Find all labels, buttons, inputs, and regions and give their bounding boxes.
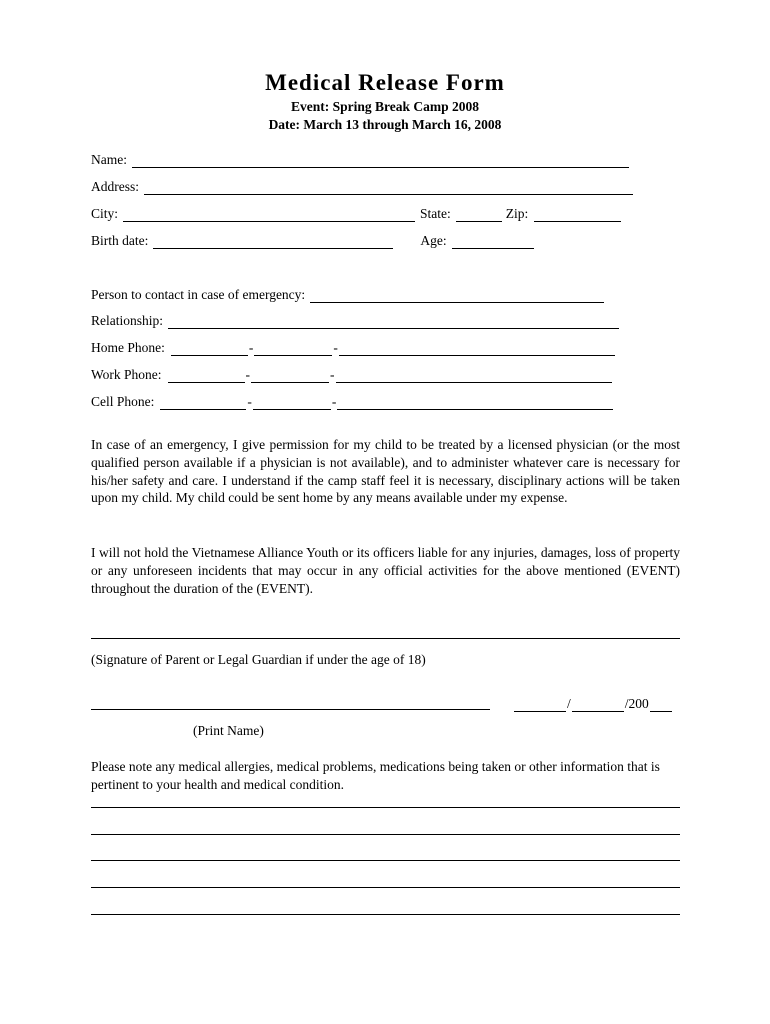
cell-phone-row	[91, 392, 614, 410]
home-phone-row	[91, 338, 616, 356]
home-phone-number[interactable]	[339, 341, 615, 356]
signature-line[interactable]	[91, 638, 680, 639]
cell-phone-area[interactable]	[160, 395, 246, 410]
relationship-label: Relationship:	[91, 313, 163, 328]
zip-field[interactable]	[534, 207, 621, 222]
event-line: Event: Spring Break Camp 2008	[290, 99, 480, 114]
date-month-field[interactable]	[514, 697, 566, 712]
address-label: Address:	[91, 179, 139, 194]
consent-paragraph-1: In case of an emergency, I give permission for my child to be treated by a licensed physician (or the most qualified person available if a physician is not available), and to administer whatever care is necessary for his/her safety and care. I understand if the camp staff feel it is necessary, disciplinary actions will be taken upon my child. My child could be sent home by any means available under my expense.	[91, 437, 680, 506]
form-title: Medical Release Form	[265, 70, 505, 95]
work-phone-dash: -	[330, 367, 335, 382]
name-label: Name:	[91, 152, 127, 167]
age-label: Age:	[420, 233, 447, 248]
home-phone-dash: -	[248, 340, 254, 355]
emergency-contact-row	[91, 285, 605, 303]
date-year-field[interactable]	[650, 697, 672, 712]
home-phone-dash: -	[333, 340, 338, 355]
cell-phone-number[interactable]	[337, 395, 613, 410]
birth-row	[91, 231, 535, 249]
city-label: City:	[91, 206, 119, 221]
medical-note: Please note any medical allergies, medical problems, medications being taken or other information that is pertinent to your health and medical condition.	[91, 759, 660, 792]
home-phone-label: Home Phone:	[91, 340, 165, 355]
home-phone-area[interactable]	[171, 341, 248, 356]
work-phone-prefix[interactable]	[251, 368, 329, 383]
print-name-line[interactable]	[91, 709, 490, 710]
date-line: Date: March 13 through March 16, 2008	[268, 117, 502, 132]
consent-paragraph-2: I will not hold the Vietnamese Alliance Youth or its officers liable for any injuries, damages, loss of property or any unforeseen incidents that may occur in any official activities for the above mentioned (EVENT) throughout the duration of the (EVENT).	[91, 545, 680, 596]
work-phone-number[interactable]	[336, 368, 612, 383]
work-phone-label: Work Phone:	[91, 367, 162, 382]
date-year-prefix: /200	[624, 696, 649, 711]
medical-line[interactable]	[91, 860, 680, 861]
medical-line[interactable]	[91, 834, 680, 835]
signature-caption: (Signature of Parent or Legal Guardian if under the age of 18)	[91, 652, 426, 667]
work-phone-row	[91, 365, 613, 383]
cell-phone-prefix[interactable]	[253, 395, 331, 410]
relationship-field[interactable]	[168, 314, 619, 329]
city-field[interactable]	[123, 207, 415, 222]
medical-line[interactable]	[91, 914, 680, 915]
emergency-contact-label: Person to contact in case of emergency:	[91, 287, 306, 302]
cell-phone-dash: -	[331, 394, 337, 409]
address-field[interactable]	[144, 180, 633, 195]
zip-label: Zip:	[505, 206, 529, 221]
state-label: State:	[420, 206, 451, 221]
state-field[interactable]	[456, 207, 502, 222]
address-row	[91, 177, 634, 195]
work-phone-dash: -	[245, 367, 251, 382]
cell-phone-dash: -	[247, 394, 252, 409]
relationship-row	[91, 311, 620, 329]
medical-line[interactable]	[91, 807, 680, 808]
medical-line[interactable]	[91, 887, 680, 888]
cell-phone-label: Cell Phone:	[91, 394, 155, 409]
work-phone-area[interactable]	[168, 368, 245, 383]
birth-field[interactable]	[153, 234, 393, 249]
name-field[interactable]	[132, 153, 629, 168]
age-field[interactable]	[452, 234, 534, 249]
city-row	[91, 204, 622, 222]
name-row	[91, 150, 630, 168]
date-day-field[interactable]	[572, 697, 624, 712]
birth-label: Birth date:	[91, 233, 149, 248]
print-name-caption: (Print Name)	[193, 723, 264, 738]
sign-date-row	[513, 694, 673, 712]
emergency-contact-field[interactable]	[310, 288, 604, 303]
date-slash: /	[567, 696, 571, 711]
home-phone-prefix[interactable]	[254, 341, 332, 356]
